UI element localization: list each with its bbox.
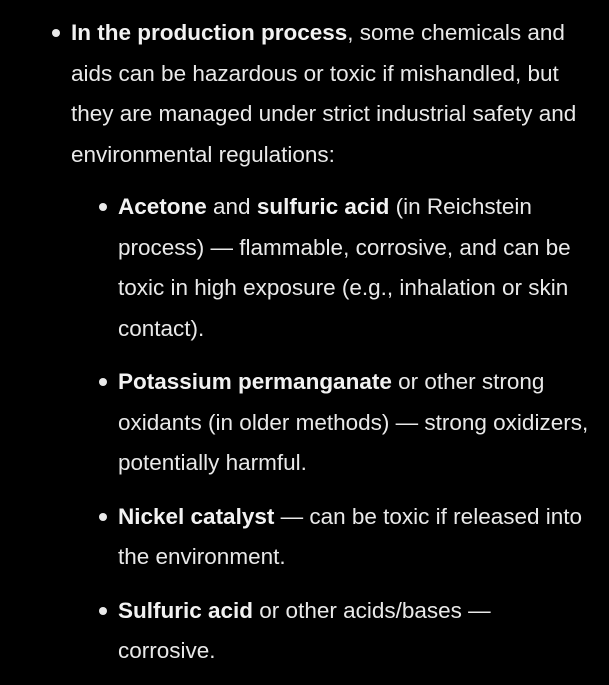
list-item-potassium-permanganate — [118, 362, 598, 484]
list-item-acetone — [118, 187, 598, 349]
item-text: or other acids/bases — corrosive. — [118, 597, 491, 663]
item-text: or other strong oxidants (in older methods) — strong oxidizers, potentially harmful. — [118, 369, 589, 475]
bullet-icon — [52, 29, 60, 37]
bold-term: Nickel catalyst — [118, 503, 275, 529]
list-item-text — [118, 591, 538, 672]
list-item-text — [118, 187, 598, 349]
bullet-icon — [99, 378, 107, 386]
bullet-icon — [99, 607, 107, 615]
sub-list — [71, 187, 591, 672]
bold-term: In the production process — [71, 20, 348, 45]
bold-term: Acetone — [118, 194, 207, 219]
bold-term: sulfuric acid — [256, 194, 390, 219]
item-text: (in Reichstein process) — flammable, corrosive, and can be toxic in high exposure (e.g., inhalation or skin contact). — [118, 194, 571, 341]
item-text: , some chemicals and aids can be hazardous or toxic if mishandled, but they are managed under strict industrial safety and environmental regulations: — [71, 20, 577, 167]
list-item-sulfuric-acid — [118, 591, 538, 672]
list-item-text — [71, 13, 591, 175]
list-item-text — [118, 362, 598, 484]
item-text: — can be toxic if released into the environment. — [118, 503, 583, 569]
list-item-production-process — [71, 13, 591, 672]
bullet-icon — [99, 203, 107, 211]
bullet-icon — [99, 513, 107, 521]
list-item-nickel-catalyst — [118, 497, 598, 578]
list-item-text — [118, 497, 598, 578]
item-text: and — [206, 194, 257, 219]
bold-term: Sulfuric acid — [118, 597, 254, 623]
bold-term: Potassium permanganate — [118, 369, 392, 394]
